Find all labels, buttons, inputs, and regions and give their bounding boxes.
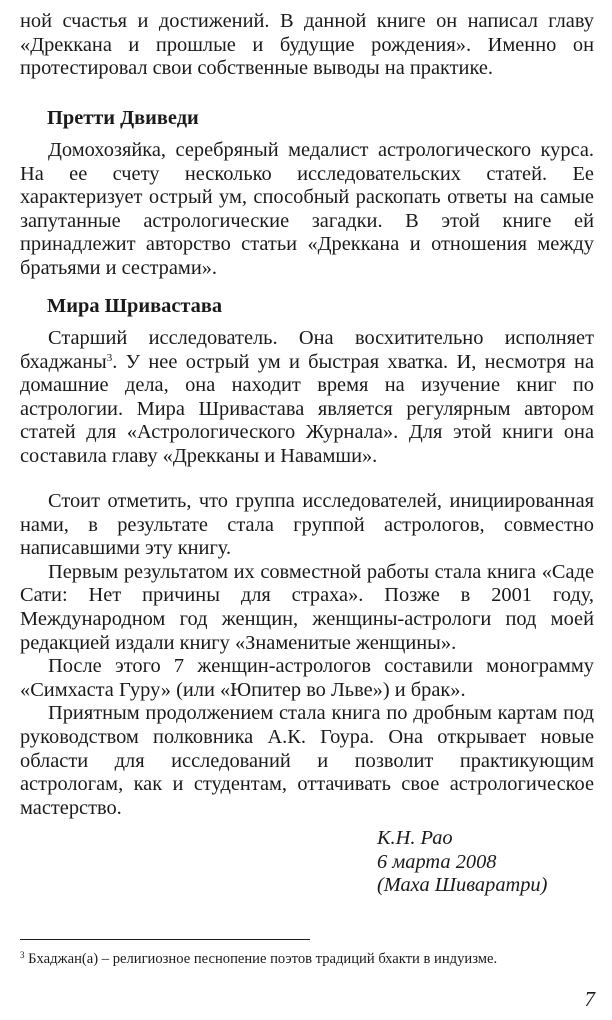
- dwivedi-paragraph: Домохозяйка, серебряный медалист астрологического курса. На ее счету несколько исследовательских статей. Ее характеризует острый ум, способный раскопать ответы на самые запутанные астрологические загадки. В этой книге ей принадлежит авторство статьи «Дреккана и отношения между братьями и сестрами».: [20, 139, 594, 279]
- dwivedi-paragraph-block: [20, 139, 594, 281]
- intro-paragraph-block: [20, 10, 594, 81]
- closing-paragraph-2: Первым результатом их совместной работы стала книга «Саде Сати: Нет причины для страха». Позже в 2001 году, Международном год женщин, женщины-астрологи под моей редакцией издали книгу «Знаменитые женщины».: [20, 560, 594, 654]
- shrivastava-text-end: . У нее острый ум и быстрая хватка. И, несмотря на домашние дела, она находит время на изучение книг по астрологии. Мира Шривастава является регулярным автором статей для «Астрологического Журнала». Для этой книги она составила главу «Дрекканы и Навамши».: [20, 350, 594, 467]
- closing-paragraph-1: Стоит отметить, что группа исследователей, инициированная нами, в результате стала группой астрологов, совместно написавшими эту книгу.: [20, 490, 594, 560]
- closing-paragraph-3: После этого 7 женщин-астрологов составили монограмму «Симхаста Гуру» (или «Юпитер во Льве») и брак».: [20, 655, 594, 701]
- signature-date: 6 марта 2008: [377, 850, 497, 873]
- signature-author: К.Н. Рао: [377, 827, 453, 849]
- footnote-number: 3: [20, 950, 25, 960]
- heading-mira-shrivastava: Мира Шривастава: [47, 295, 223, 317]
- heading-pretti-dwivedi: Претти Двиведи: [47, 107, 199, 129]
- signature-block: [377, 827, 547, 898]
- footnote-text: Бхаджан(а) – религиозное песнопение поэтов традиций бхакти в индуизме.: [24, 951, 498, 967]
- closing-paragraphs-block: [20, 490, 594, 820]
- shrivastava-paragraph: [20, 327, 594, 469]
- footnote-reference: 3: [106, 351, 113, 364]
- shrivastava-text-start: Старший исследователь. Она восхитительно исполняет бхаджаны: [20, 327, 594, 373]
- closing-paragraph-4: Приятным продолжением стала книга по дробным картам под руководством полковника А.К. Гоура. Она открывает новые области для исследований и позволит практикующим астрологам, как и студентам, оттачивать свое астрологическое мастерство.: [20, 702, 594, 819]
- intro-paragraph: ной счастья и достижений. В данной книге он написал главу «Дреккана и прошлые и будущие рождения». Именно он протестировал свои собственные выводы на практике.: [20, 10, 594, 80]
- footnote: [20, 950, 594, 968]
- shrivastava-paragraph-block: [20, 327, 594, 469]
- signature-occasion: (Маха Шиваратри): [377, 874, 548, 897]
- footnote-divider: [20, 939, 310, 940]
- page-number: 7: [584, 987, 595, 1011]
